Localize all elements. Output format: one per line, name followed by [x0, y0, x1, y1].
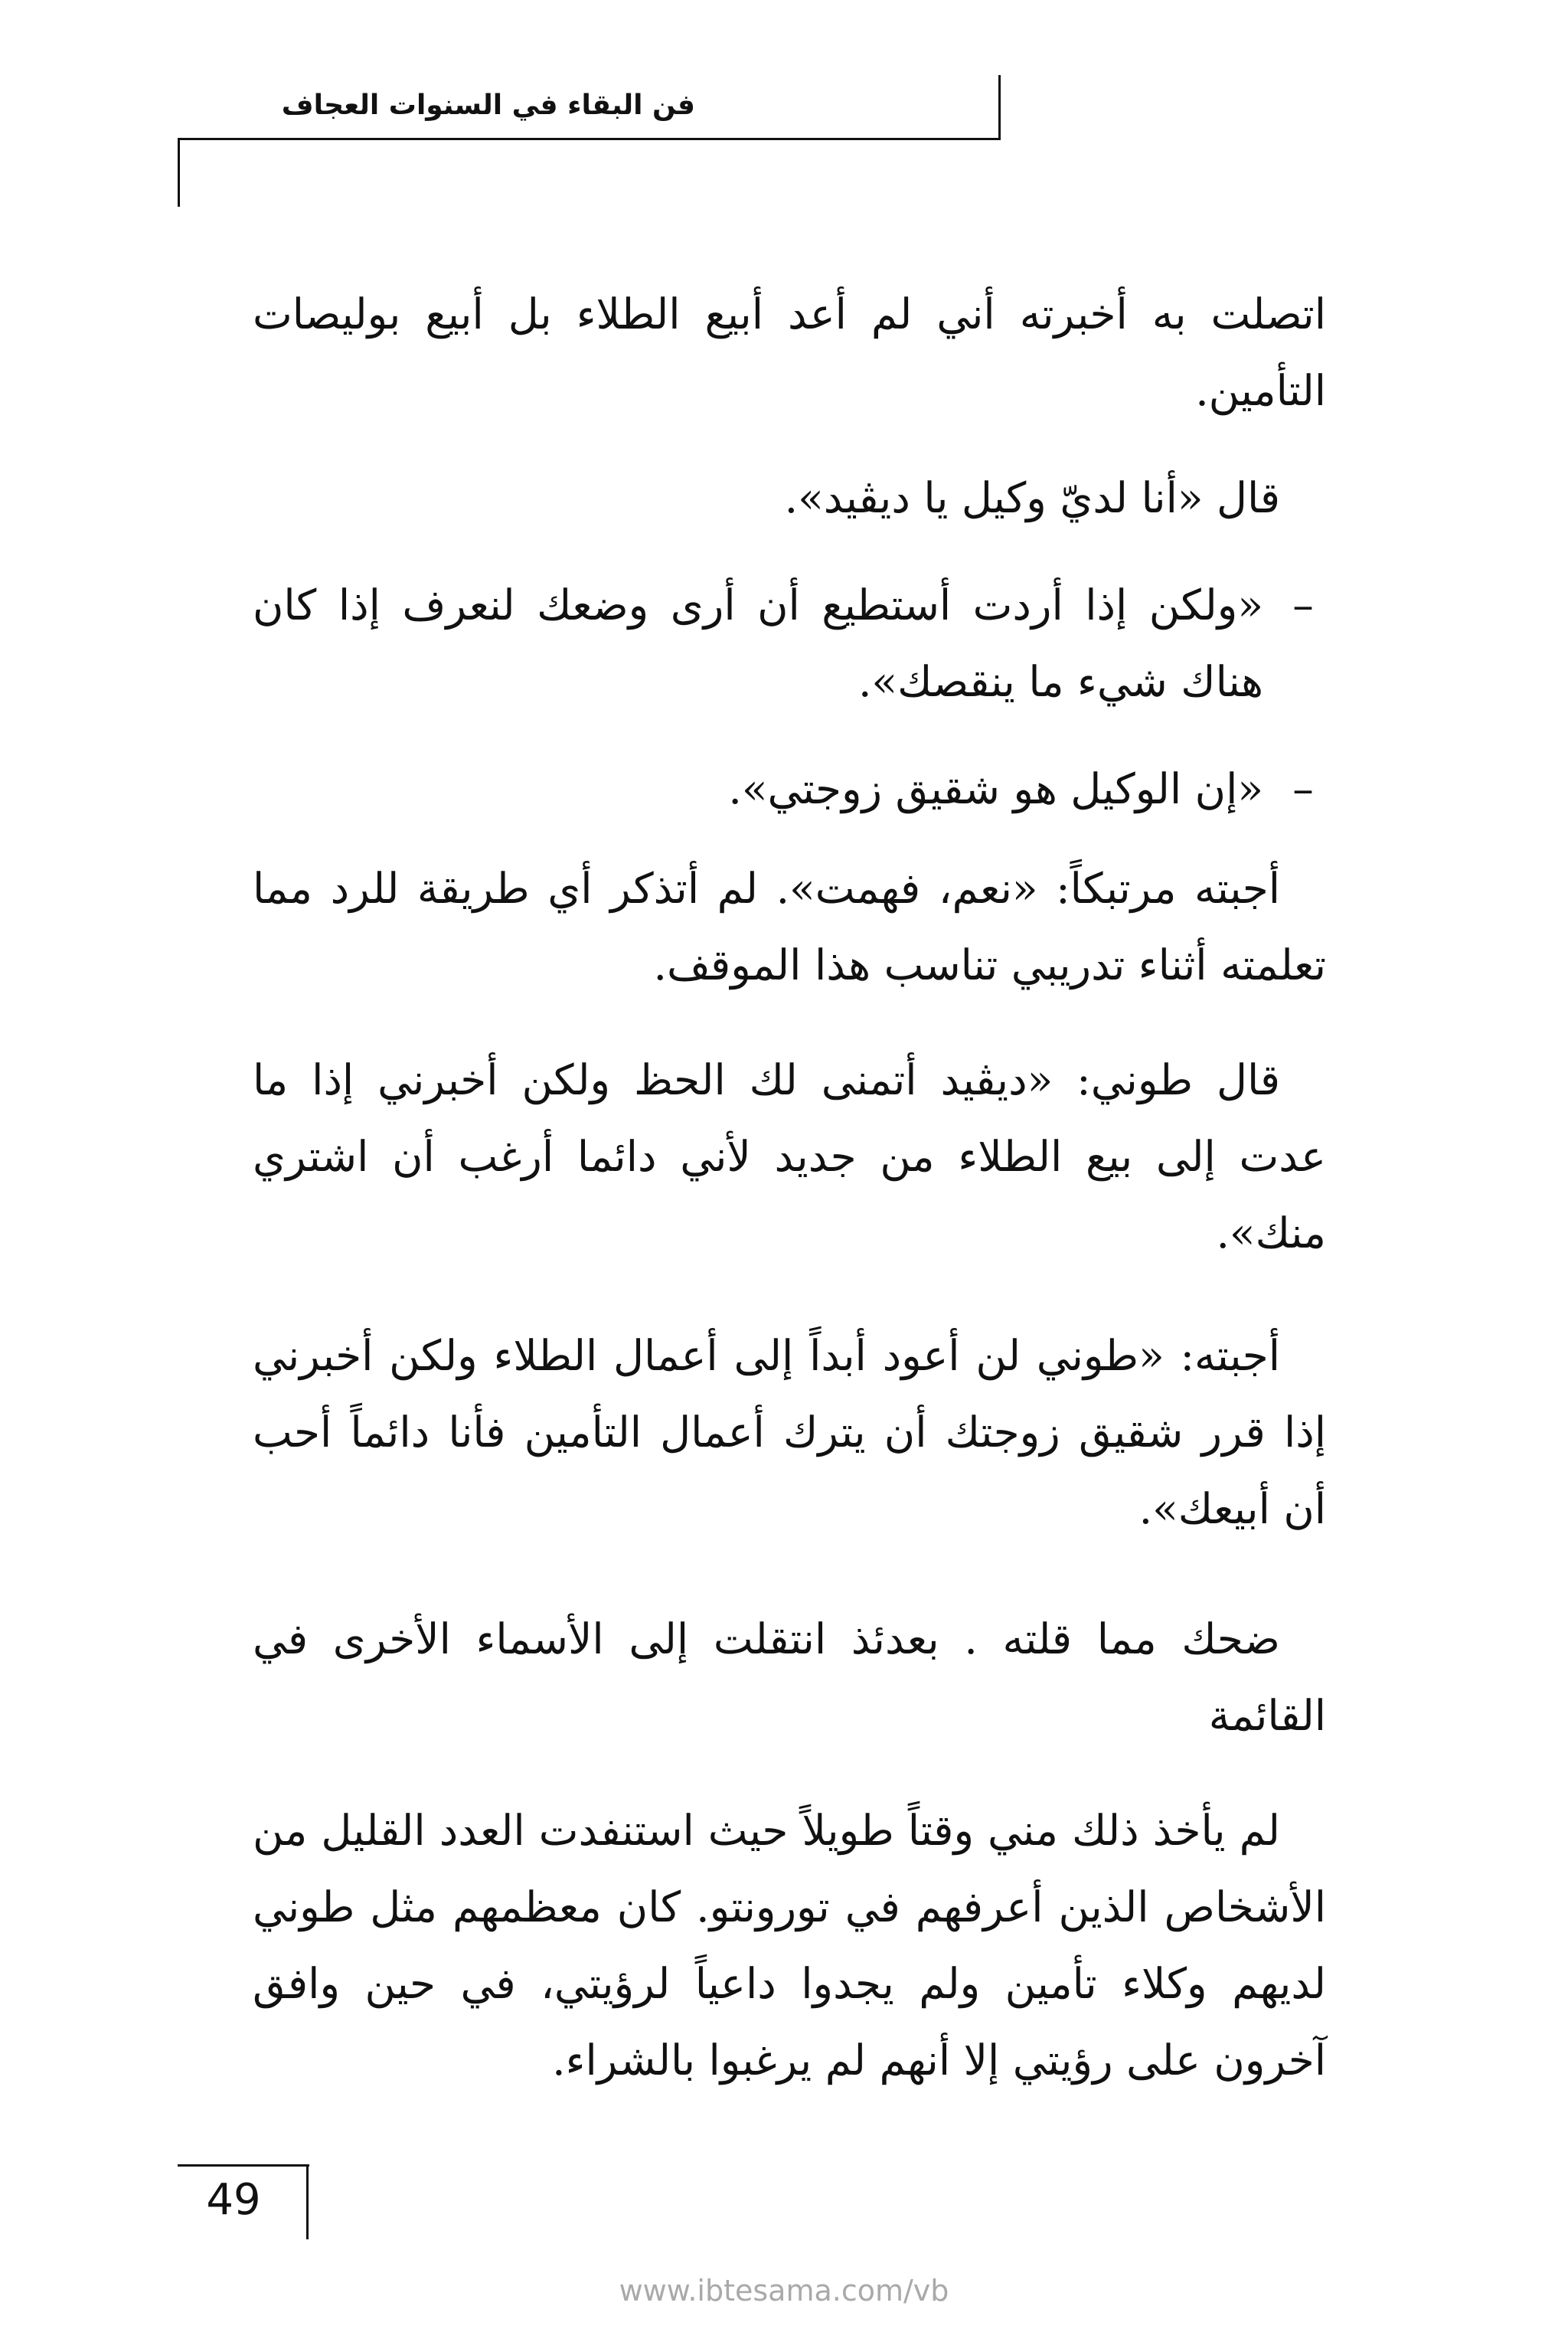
- paragraph-6: قال طوني: «ديڤيد أتمنى لك الحظ ولكن أخبرني إذا ما عدت إلى بيع الطلاء من جديد لأني دائما أرغب أن اشتري منك».: [253, 1055, 1326, 1258]
- paragraph-8: ضحك مما قلته . بعدئذ انتقلت إلى الأسماء الأخرى في القائمة: [253, 1614, 1326, 1740]
- page-number-rule-right: [306, 2164, 309, 2239]
- dialogue-dash: –: [1292, 581, 1314, 630]
- paragraph-5: أجبته مرتبكاً: «نعم، فهمت». لم أتذكر أي طريقة للرد مما تعلمته أثناء تدريبي تناسب هذا الموقف.: [253, 864, 1326, 989]
- paragraph-2: قال «أنا لديّ وكيل يا ديڤيد».: [784, 473, 1280, 522]
- dialogue-text: «إن الوكيل هو شقيق زوجتي».: [728, 764, 1263, 813]
- dialogue-line-1: [253, 567, 1326, 720]
- dialogue-dash: –: [1292, 764, 1314, 813]
- dialogue-line-2: [253, 751, 1326, 827]
- paragraph-1: اتصلت به أخبرته أني لم أعد أبيع الطلاء بل أبيع بوليصات التأمين.: [253, 289, 1326, 415]
- page-number-rule-top: [178, 2164, 309, 2167]
- watermark-url: www.ibtesama.com/vb: [619, 2274, 949, 2307]
- paragraph-9: لم يأخذ ذلك مني وقتاً طويلاً حيث استنفدت العدد القليل من الأشخاص الذين أعرفهم في تورونتو. كان معظمهم مثل طوني لديهم وكلاء تأمين ولم يجدوا داعياً لرؤيتي، في حين وافق آخرون على رؤيتي إلا أنهم لم يرغبوا بالشراء.: [253, 1806, 1326, 2085]
- dialogue-text: «ولكن إذا أردت أستطيع أن أرى وضعك لنعرف إذا كان هناك شيء ما ينقصك».: [253, 581, 1263, 706]
- paragraph-7: أجبته: «طوني لن أعود أبداً إلى أعمال الطلاء ولكن أخبرني إذا قرر شقيق زوجتك أن يترك أعمال التأمين فأنا دائماً أحب أن أبيعك».: [253, 1331, 1326, 1533]
- page-number: 49: [206, 2175, 261, 2225]
- running-header-title: فن البقاء في السنوات العجاف: [281, 90, 695, 121]
